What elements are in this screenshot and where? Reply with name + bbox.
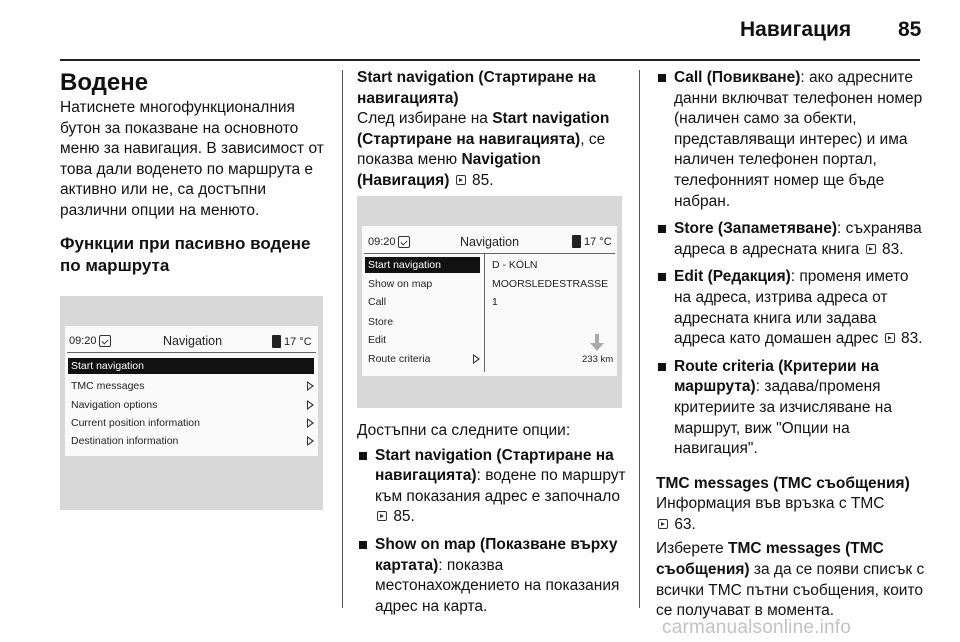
start-navigation-paragraph: След избиране на Start navigation (Стартиране на навигацията), се показва меню Navigation (Навигация) 85. [357, 110, 610, 189]
list-item: Start navigation (Стартиране на навигацията): водене по маршрут към показания адрес е започнало 85. [357, 446, 629, 528]
screen-divider [364, 253, 615, 254]
destination-city: D - KÖLN [492, 259, 538, 271]
page-header [0, 0, 960, 60]
submenu-arrow-icon [473, 354, 481, 364]
phone-icon [272, 335, 281, 348]
menu-item-show-on-map[interactable]: Show on map [368, 278, 433, 290]
navigation-status-icon [398, 236, 410, 248]
menu-item-destination-info[interactable]: Destination information [71, 435, 179, 447]
column-3 [656, 68, 928, 633]
column-divider-1 [342, 70, 343, 608]
tmc-info-paragraph: Информация във връзка с TMC 63. [656, 495, 885, 533]
list-item: Show on map (Показване върху картата): показва местонахождението на показания адрес на карта. [357, 535, 629, 617]
submenu-arrow-icon [307, 400, 315, 410]
page-title: Навигация [740, 18, 852, 41]
list-item: Store (Запаметяване): съхранява адреса в адресната книга 83. [656, 219, 928, 260]
column-divider-2 [639, 70, 640, 608]
intro-paragraph: Натиснете многофункционалния бутон за показване на основното меню за навигация. В зависимост от това дали воденето по маршрута е активно или не, са достъпни различни опции на менюто. [60, 99, 324, 219]
page-reference-icon [377, 511, 387, 521]
menu-item-route-criteria[interactable]: Route criteria [368, 353, 431, 365]
navigation-menu-screenshot-2 [357, 196, 622, 408]
screen-time: 09:20 [368, 236, 396, 248]
subsection-heading: Start navigation (Стартиране на навигацията) [357, 69, 596, 107]
menu-item-start-navigation[interactable]: Start navigation [365, 257, 480, 273]
menu-item-current-position[interactable]: Current position information [71, 417, 200, 429]
screen-divider [67, 352, 316, 353]
phone-icon [572, 235, 581, 248]
page-reference-icon [658, 519, 668, 529]
list-item: Route criteria (Критерии на маршрута): задава/променя критериите за изчисляване на маршрут, виж "Опции на навигация". [656, 357, 928, 460]
menu-item-call[interactable]: Call [368, 296, 387, 308]
list-item: Edit (Редакция): променя името на адреса, изтрива адреса от адресната книга или задава адреса като домашен адрес 83. [656, 267, 928, 349]
column-2-lower [357, 421, 629, 624]
menu-item-edit[interactable]: Edit [368, 334, 387, 346]
tmc-select-paragraph: Изберете TMC messages (TMC съобщения) за да се появи списък с всички TMC пътни съобщения, които се получават в момента. [656, 540, 925, 620]
menu-item-start-navigation[interactable]: Start navigation [68, 358, 314, 374]
screen-title: Navigation [460, 235, 520, 249]
temperature: 17 °C [584, 236, 612, 248]
navigation-status-icon [99, 335, 111, 347]
options-list [357, 446, 629, 618]
screen-display [362, 226, 617, 376]
destination-street: MOORSLEDESTRASSE [492, 278, 609, 290]
navigation-menu-screenshot-1 [60, 296, 323, 510]
menu-item-navigation-options[interactable]: Navigation options [71, 399, 158, 411]
header-divider [60, 59, 920, 61]
page-reference-icon [885, 333, 895, 343]
menu-item-tmc-messages[interactable]: TMC messages [71, 380, 145, 392]
temperature: 17 °C [284, 336, 312, 348]
screen-title: Navigation [163, 334, 223, 348]
screen-display [65, 326, 318, 456]
section-heading: Водене [60, 69, 149, 96]
submenu-arrow-icon [307, 418, 315, 428]
list-item: Call (Повикване): ако адресните данни включват телефонен номер (наличен само за обекти, представляващи интерес) и има наличен телефонен портал, телефонният номер ще бъде набран. [656, 68, 928, 212]
screen-time: 09:20 [69, 335, 97, 347]
menu-item-store[interactable]: Store [368, 316, 394, 328]
watermark: carmanualsonline.info [662, 617, 852, 638]
page-reference-icon [866, 244, 876, 254]
options-list-continued [656, 68, 928, 460]
screen-vertical-divider [484, 254, 485, 372]
destination-house-number: 1 [492, 296, 498, 308]
submenu-arrow-icon [307, 436, 315, 446]
column-1 [60, 68, 332, 291]
submenu-arrow-icon [307, 381, 315, 391]
options-intro: Достъпни са следните опции: [357, 422, 571, 439]
page-reference-icon [456, 175, 466, 185]
page-number: 85 [898, 18, 922, 41]
column-2 [357, 68, 629, 203]
distance-readout: 233 km [582, 354, 614, 365]
subsection-heading: Функции при пасивно водене по маршрута [60, 233, 311, 275]
subsection-heading: TMC messages (TMC съобщения) [656, 474, 910, 492]
arrow-down-icon [590, 334, 604, 352]
